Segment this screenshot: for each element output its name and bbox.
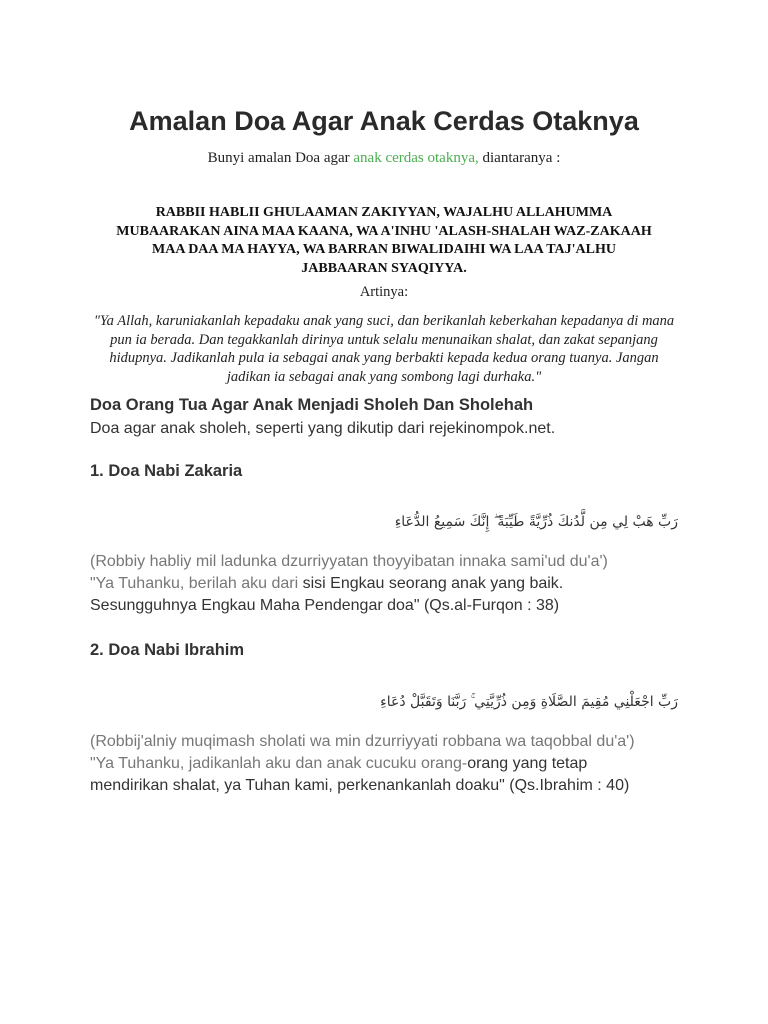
- section-subtext: Doa agar anak sholeh, seperti yang dikutip dari rejekinompok.net.: [90, 420, 556, 437]
- intro-after: diantaranya :: [478, 150, 561, 166]
- doa1-heading: 1. Doa Nabi Zakaria: [90, 462, 243, 480]
- artinya-label: Artinya:: [359, 284, 409, 300]
- intro-before: Bunyi amalan Doa agar: [207, 150, 354, 166]
- intro-link[interactable]: anak cerdas otaknya,: [353, 150, 479, 166]
- doa1-meaning: [90, 573, 610, 617]
- doa1-arabic: رَبِّ هَبْ لِي مِن لَّدُنكَ ذُرِّيَّةً طَيِّبَةً ۖ إِنَّكَ سَمِيعُ الدُّعَاءِ: [394, 514, 678, 530]
- intro-text: [0, 150, 768, 167]
- section-heading: Doa Orang Tua Agar Anak Menjadi Sholeh Dan Sholehah: [90, 396, 534, 414]
- doa-caps-text: RABBII HABLII GHULAAMAN ZAKIYYAN, WAJALHU ALLAHUMMA MUBAARAKAN AINA MAA KAANA, WA A'INHU 'ALASH-SHALAH WAZ-ZAKAAH MAA DAA MA HAYYA, WA BARRAN BIWALIDAIHI WA LAA TAJ'ALHU JABBAARAN SYAQIYYA.: [116, 205, 652, 276]
- doa2-arabic: رَبِّ اجْعَلْنِي مُقِيمَ الصَّلَاةِ وَمِن ذُرِّيَّتِي ۚ رَبَّنَا وَتَقَبَّلْ دُعَاءِ: [380, 694, 678, 710]
- doa2-meaning-dark: orang yang tetap mendirikan shalat, ya Tuhan kami, perkenankanlah doaku" (Qs.Ibrahim : 40): [90, 755, 630, 794]
- doa2-latin: (Robbij'alniy muqimash sholati wa min dzurriyyati robbana wa taqobbal du'a'): [90, 733, 635, 750]
- doa1-meaning-gray: "Ya Tuhanku, berilah aku dari: [90, 575, 303, 592]
- doa2-meaning-gray: "Ya Tuhanku, jadikanlah aku dan anak cucuku orang-: [90, 755, 468, 772]
- doa1-meaning-dark: sisi Engkau seorang anak yang baik. Sesungguhnya Engkau Maha Pendengar doa" (Qs.al-Furqon : 38): [90, 575, 564, 614]
- page-title: Amalan Doa Agar Anak Cerdas Otaknya: [129, 106, 639, 136]
- doa2-meaning: [90, 753, 650, 797]
- translation-text: "Ya Allah, karuniakanlah kepadaku anak yang suci, dan berikanlah keberkahan kepadanya di mana pun ia berada. Dan tegakkanlah dirinya untuk selalu menunaikan shalat, dan zakat sepanjang hidupnya. Jadikanlah pula ia sebagai anak yang berbakti kepada kedua orang tuanya. Jangan jadikan ia sebagai anak yang sombong lagi durhaka.": [93, 313, 675, 385]
- doa1-latin: (Robbiy habliy mil ladunka dzurriyyatan thoyyibatan innaka sami'ud du'a'): [90, 553, 608, 570]
- doa2-heading: 2. Doa Nabi Ibrahim: [90, 641, 245, 659]
